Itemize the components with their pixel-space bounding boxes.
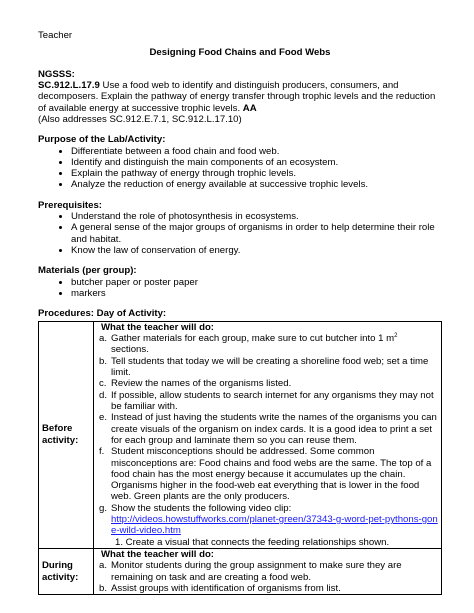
list-item: b. Assist groups with identification of organisms from list. bbox=[99, 582, 341, 594]
prerequisites-section bbox=[38, 200, 442, 257]
ngsss-section bbox=[38, 69, 442, 126]
prerequisites-heading: Prerequisites: bbox=[38, 199, 102, 211]
list-item: c. Review the names of the organisms listed. bbox=[99, 378, 292, 390]
list-item: • A general sense of the major groups of organisms in order to help determine their role and habitat. bbox=[71, 222, 442, 245]
document-page bbox=[38, 30, 442, 595]
teacher-label: Teacher bbox=[38, 30, 73, 41]
ngsss-text bbox=[38, 80, 442, 114]
list-item: d. If possible, allow students to search internet for any organisms they may not be familiar with. bbox=[99, 389, 434, 412]
list-item: • Understand the role of photosynthesis in ecosystems. bbox=[71, 211, 442, 222]
prerequisites-list bbox=[38, 211, 442, 256]
table-row bbox=[39, 321, 442, 548]
video-link[interactable]: http://videos.howstuffworks.com/planet-green/37343-g-word-pet-pythons-gone-wild-video.htm bbox=[111, 514, 438, 537]
purpose-section bbox=[38, 134, 442, 191]
before-activity-label: Before activity: bbox=[39, 321, 94, 548]
list-item: • Explain the pathway of energy through trophic levels. bbox=[71, 168, 442, 179]
before-steps bbox=[97, 333, 438, 537]
sub-step: 1. Create a visual that connects the feeding relationships shown. bbox=[115, 536, 390, 548]
ngsss-heading: NGSSS: bbox=[38, 68, 75, 80]
list-item: a. Monitor students during the group assignment to make sure they are remaining on task and are creating a food web. bbox=[99, 560, 402, 583]
list-item: • Identify and distinguish the main components of an ecosystem. bbox=[71, 157, 442, 168]
table-row bbox=[39, 549, 442, 595]
during-activity-label: During activity: bbox=[39, 549, 94, 595]
during-teacher-header: What the teacher will do: bbox=[101, 549, 215, 560]
list-item: • markers bbox=[71, 288, 442, 299]
during-activity-cell bbox=[94, 549, 442, 595]
ngsss-code: SC.912.L.17.9 bbox=[38, 79, 100, 91]
ngsss-body: Use a food web to identify and distinguish producers, consumers, and decomposers. Explain the pathway of energy transfer through trophic levels and the reduction of available energy at successive trophic levels. bbox=[38, 79, 436, 114]
document-title: Designing Food Chains and Food Webs bbox=[149, 47, 331, 59]
before-activity-cell bbox=[94, 321, 442, 548]
ngsss-tag: AA bbox=[242, 102, 257, 114]
procedures-table bbox=[38, 321, 442, 596]
before-teacher-header: What the teacher will do: bbox=[101, 321, 215, 333]
list-item: • Analyze the reduction of energy available at successive trophic levels. bbox=[71, 179, 442, 190]
materials-heading: Materials (per group): bbox=[38, 265, 137, 277]
list-item: f. Student misconceptions should be addressed. Some common misconceptions are: Food chains and food webs are the same. The top of a food chain has the most energy because it accumulates up the chain. Organisms higher in the food-web eat everything that is lower in the food web. Green plants are the only producers. bbox=[99, 446, 432, 503]
list-item: e. Instead of just having the students write the names of the organisms you can create visuals of the organism on index cards. It is a good idea to print a set for each group and laminate them so you can reuse them. bbox=[99, 412, 437, 446]
list-item: b. Tell students that today we will be creating a shoreline food web; set a time limit. bbox=[99, 355, 429, 378]
list-item: g. Show the students the following video clip: http://videos.howstuffworks.com/planet-green/37343-g-word-pet-pythons-gone-wild-video.htm bbox=[99, 502, 438, 537]
during-steps bbox=[97, 560, 438, 594]
list-item: a. Gather materials for each group, make sure to cut butcher into 1 $m^2$ sections. bbox=[99, 332, 398, 356]
materials-section bbox=[38, 265, 442, 299]
purpose-list bbox=[38, 146, 442, 191]
list-item: • butcher paper or poster paper bbox=[71, 277, 442, 288]
ngsss-also: (Also addresses SC.912.E.7.1, SC.912.L.17.10) bbox=[38, 113, 242, 125]
list-item: • Know the law of conservation of energy. bbox=[71, 245, 442, 256]
materials-list bbox=[38, 277, 442, 300]
purpose-heading: Purpose of the Lab/Activity: bbox=[38, 134, 166, 146]
list-item: • Differentiate between a food chain and food web. bbox=[71, 146, 442, 157]
procedures-heading: Procedures: Day of Activity: bbox=[38, 308, 167, 320]
